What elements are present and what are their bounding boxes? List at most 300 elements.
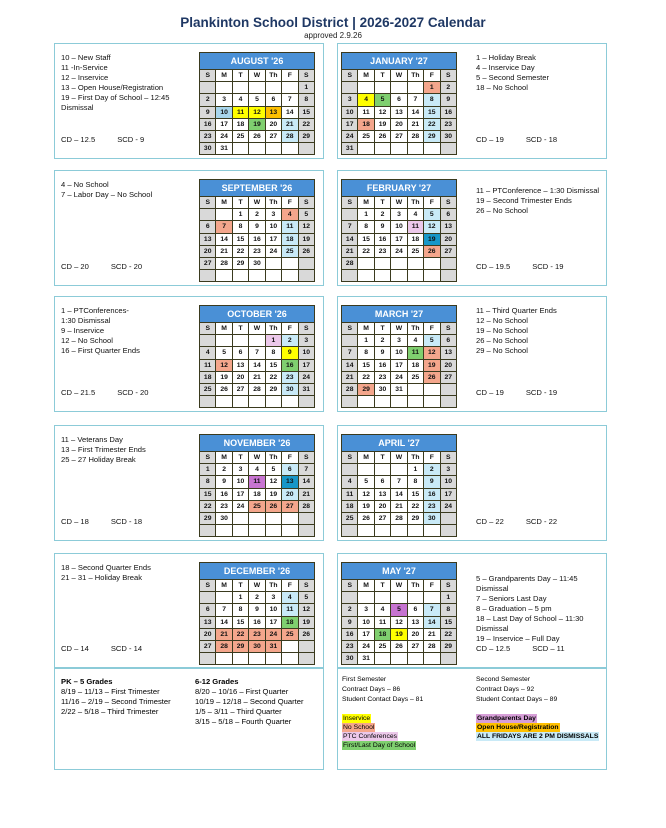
empty-cell [424, 383, 440, 395]
empty-cell [200, 592, 216, 604]
day-cell: 27 [407, 640, 423, 652]
day-cell: 28 [282, 130, 298, 142]
day-cell: 23 [374, 371, 390, 383]
day-cell: 9 [249, 221, 265, 233]
empty-cell [391, 525, 407, 537]
month-title: SEPTEMBER '26 [200, 180, 315, 197]
weekday-header: S [342, 452, 358, 464]
cd-value: CD – 22 [476, 517, 504, 526]
day-cell: 18 [358, 118, 374, 130]
day-cell: 2 [342, 604, 358, 616]
empty-cell [265, 270, 281, 282]
contract-days [61, 517, 142, 526]
day-cell: 22 [358, 371, 374, 383]
day-cell: 14 [342, 359, 358, 371]
empty-cell [440, 396, 456, 408]
day-cell: 16 [374, 233, 390, 245]
day-cell: 13 [374, 488, 390, 500]
day-cell: 19 [249, 118, 265, 130]
empty-cell [440, 143, 456, 155]
empty-cell [358, 143, 374, 155]
weekday-header: Th [407, 452, 423, 464]
empty-cell [424, 270, 440, 282]
month-box-aug [54, 43, 324, 159]
weekday-header: F [282, 580, 298, 592]
day-cell: 15 [424, 106, 440, 118]
day-cell: 25 [342, 512, 358, 524]
empty-cell [374, 396, 390, 408]
day-cell: 2 [440, 82, 456, 94]
day-cell: 12 [374, 106, 390, 118]
day-cell: 15 [232, 616, 248, 628]
day-cell: 29 [407, 512, 423, 524]
weekday-header: M [216, 580, 232, 592]
day-cell: 26 [358, 512, 374, 524]
day-cell: 10 [342, 106, 358, 118]
day-cell: 21 [407, 118, 423, 130]
weekday-header: T [374, 452, 390, 464]
day-cell: 18 [282, 233, 298, 245]
day-cell: 7 [424, 604, 440, 616]
day-cell: 17 [391, 359, 407, 371]
weekday-header: W [249, 197, 265, 209]
day-cell: 7 [282, 94, 298, 106]
empty-cell [200, 209, 216, 221]
day-cell: 24 [391, 245, 407, 257]
day-cell: 12 [265, 476, 281, 488]
day-cell: 23 [249, 628, 265, 640]
month-title: DECEMBER '26 [200, 563, 315, 580]
month-box-apr [337, 425, 607, 541]
contract-days [476, 517, 557, 526]
day-cell: 9 [200, 106, 216, 118]
day-cell: 18 [282, 616, 298, 628]
day-cell: 21 [216, 245, 232, 257]
day-cell: 19 [298, 233, 314, 245]
month-calendar [199, 562, 315, 665]
empty-cell [358, 82, 374, 94]
day-cell: 16 [200, 118, 216, 130]
empty-cell [200, 270, 216, 282]
day-cell: 29 [440, 640, 456, 652]
empty-cell [342, 209, 358, 221]
weekday-header: F [424, 70, 440, 82]
day-cell: 16 [440, 106, 456, 118]
day-cell: 31 [265, 640, 281, 652]
day-cell: 20 [200, 628, 216, 640]
weekday-header: Th [407, 580, 423, 592]
day-cell: 22 [358, 245, 374, 257]
day-cell: 24 [440, 500, 456, 512]
empty-cell [200, 335, 216, 347]
weekday-header: W [391, 70, 407, 82]
empty-cell [232, 512, 248, 524]
empty-cell [265, 653, 281, 665]
weekday-header: F [282, 70, 298, 82]
day-cell: 24 [232, 500, 248, 512]
day-cell: 17 [265, 233, 281, 245]
weekday-header: W [249, 323, 265, 335]
weekday-header: W [391, 323, 407, 335]
day-cell: 14 [342, 233, 358, 245]
weekday-header: M [216, 452, 232, 464]
day-cell: 31 [298, 383, 314, 395]
day-cell: 8 [200, 476, 216, 488]
grading-periods-box [54, 668, 324, 770]
legend-ptc: PTC Conferences [343, 733, 398, 740]
empty-cell [342, 525, 358, 537]
empty-cell [407, 383, 423, 395]
empty-cell [282, 640, 298, 652]
day-cell: 7 [298, 464, 314, 476]
day-cell: 8 [358, 347, 374, 359]
weekday-header: T [232, 452, 248, 464]
month-notes: 10 – New Staff 11 -In-Service 12 – Inservice 13 – Open House/Registration 19 – First Day of School – 12:45 Dismissal [61, 53, 170, 112]
day-cell: 17 [391, 233, 407, 245]
day-cell: 20 [391, 118, 407, 130]
day-cell: 1 [440, 592, 456, 604]
day-cell: 3 [265, 209, 281, 221]
day-cell: 7 [216, 221, 232, 233]
day-cell: 26 [391, 640, 407, 652]
day-cell: 17 [265, 616, 281, 628]
approval-note: approved 2.9.26 [304, 31, 362, 40]
day-cell: 16 [424, 488, 440, 500]
empty-cell [342, 396, 358, 408]
day-cell: 22 [424, 118, 440, 130]
empty-cell [342, 592, 358, 604]
day-cell: 25 [407, 245, 423, 257]
day-cell: 8 [440, 604, 456, 616]
cd-value: CD – 21.5 [61, 388, 96, 397]
day-cell: 26 [424, 371, 440, 383]
day-cell: 18 [342, 500, 358, 512]
day-cell: 25 [407, 371, 423, 383]
day-cell: 29 [232, 640, 248, 652]
day-cell: 6 [440, 335, 456, 347]
empty-cell [342, 335, 358, 347]
weekday-header: Th [407, 70, 423, 82]
empty-cell [282, 257, 298, 269]
day-cell: 30 [216, 512, 232, 524]
empty-cell [216, 592, 232, 604]
empty-cell [232, 270, 248, 282]
weekday-header: S [298, 197, 314, 209]
contract-days [61, 388, 148, 397]
day-cell: 16 [282, 359, 298, 371]
pk5-periods: 8/19 – 11/13 – First Trimester 11/16 – 2/19 – Second Trimester 2/22 – 5/18 – Third Trimester [61, 687, 171, 716]
day-cell: 21 [298, 488, 314, 500]
day-cell: 8 [358, 221, 374, 233]
month-box-nov [54, 425, 324, 541]
weekday-header: T [232, 70, 248, 82]
month-title: MARCH '27 [342, 306, 457, 323]
weekday-header: T [374, 70, 390, 82]
weekday-header: S [200, 197, 216, 209]
empty-cell [232, 653, 248, 665]
legend-first-last: First/Last Day of School [343, 742, 416, 749]
day-cell: 8 [407, 476, 423, 488]
day-cell: 30 [249, 640, 265, 652]
day-cell: 2 [374, 335, 390, 347]
day-cell: 25 [374, 640, 390, 652]
day-cell: 26 [265, 500, 281, 512]
weekday-header: S [298, 70, 314, 82]
day-cell: 5 [374, 94, 390, 106]
weekday-header: F [424, 452, 440, 464]
empty-cell [282, 270, 298, 282]
weekday-header: F [424, 580, 440, 592]
day-cell: 19 [358, 500, 374, 512]
day-cell: 6 [265, 94, 281, 106]
empty-cell [407, 396, 423, 408]
day-cell: 6 [391, 94, 407, 106]
weekday-header: S [342, 323, 358, 335]
day-cell: 23 [342, 640, 358, 652]
empty-cell [358, 464, 374, 476]
day-cell: 11 [374, 616, 390, 628]
day-cell: 10 [391, 221, 407, 233]
empty-cell [298, 512, 314, 524]
day-cell: 7 [216, 604, 232, 616]
day-cell: 6 [200, 604, 216, 616]
day-cell: 2 [249, 209, 265, 221]
month-title: JANUARY '27 [342, 53, 457, 70]
day-cell: 9 [374, 221, 390, 233]
day-cell: 16 [342, 628, 358, 640]
day-cell: 3 [298, 335, 314, 347]
empty-cell [216, 82, 232, 94]
day-cell: 2 [216, 464, 232, 476]
day-cell: 28 [216, 257, 232, 269]
day-cell: 21 [342, 245, 358, 257]
day-cell: 9 [249, 604, 265, 616]
day-cell: 28 [298, 500, 314, 512]
day-cell: 17 [298, 359, 314, 371]
day-cell: 8 [298, 94, 314, 106]
cd-value: CD – 12.5 [61, 135, 96, 144]
month-notes: 18 – Second Quarter Ends 21 – 31 – Holiday Break [61, 563, 151, 582]
day-cell: 19 [424, 359, 440, 371]
day-cell: 16 [249, 616, 265, 628]
day-cell: 10 [391, 347, 407, 359]
day-cell: 22 [232, 245, 248, 257]
empty-cell [374, 592, 390, 604]
empty-cell [391, 464, 407, 476]
empty-cell [358, 257, 374, 269]
day-cell: 20 [440, 233, 456, 245]
day-cell: 30 [282, 383, 298, 395]
month-box-sep [54, 170, 324, 286]
weekday-header: W [391, 580, 407, 592]
day-cell: 21 [391, 500, 407, 512]
day-cell: 3 [342, 94, 358, 106]
weekday-header: F [424, 197, 440, 209]
empty-cell [200, 525, 216, 537]
empty-cell [374, 464, 390, 476]
day-cell: 18 [232, 118, 248, 130]
empty-cell [391, 82, 407, 94]
weekday-header: S [440, 70, 456, 82]
legend-inservice: Inservice [343, 715, 371, 722]
day-cell: 23 [424, 500, 440, 512]
day-cell: 19 [265, 488, 281, 500]
day-cell: 1 [232, 209, 248, 221]
day-cell: 17 [232, 488, 248, 500]
day-cell: 13 [282, 476, 298, 488]
empty-cell [391, 592, 407, 604]
day-cell: 17 [342, 118, 358, 130]
scd-value: SCD - 18 [110, 517, 143, 526]
day-cell: 12 [424, 347, 440, 359]
day-cell: 18 [374, 628, 390, 640]
empty-cell [298, 270, 314, 282]
empty-cell [282, 82, 298, 94]
weekday-header: M [358, 70, 374, 82]
contract-days [61, 135, 144, 144]
day-cell: 28 [342, 383, 358, 395]
weekday-header: S [440, 452, 456, 464]
day-cell: 14 [407, 106, 423, 118]
day-cell: 28 [407, 130, 423, 142]
day-cell: 6 [407, 604, 423, 616]
empty-cell [249, 270, 265, 282]
day-cell: 23 [249, 245, 265, 257]
weekday-header: Th [265, 323, 281, 335]
day-cell: 21 [424, 628, 440, 640]
month-notes: 1 – Holiday Break 4 – Inservice Day 5 – Second Semester 18 – No School [476, 53, 550, 92]
empty-cell [232, 143, 248, 155]
empty-cell [216, 525, 232, 537]
day-cell: 7 [342, 347, 358, 359]
day-cell: 5 [424, 335, 440, 347]
weekday-header: M [216, 70, 232, 82]
day-cell: 11 [342, 488, 358, 500]
day-cell: 10 [440, 476, 456, 488]
day-cell: 15 [200, 488, 216, 500]
month-box-jan [337, 43, 607, 159]
day-cell: 17 [216, 118, 232, 130]
day-cell: 14 [298, 476, 314, 488]
weekday-header: F [282, 323, 298, 335]
weekday-header: Th [265, 452, 281, 464]
weekday-header: F [424, 323, 440, 335]
empty-cell [282, 653, 298, 665]
month-notes: 11 – PTConference – 1:30 Dismissal 19 – Second Trimester Ends 26 – No School [476, 186, 600, 215]
day-cell: 8 [232, 221, 248, 233]
day-cell: 29 [232, 257, 248, 269]
day-cell: 9 [216, 476, 232, 488]
empty-cell [216, 270, 232, 282]
day-cell: 12 [358, 488, 374, 500]
day-cell: 13 [391, 106, 407, 118]
day-cell: 6 [200, 221, 216, 233]
day-cell: 11 [282, 604, 298, 616]
month-calendar [341, 52, 457, 155]
day-cell: 25 [358, 130, 374, 142]
empty-cell [407, 270, 423, 282]
day-cell: 27 [200, 257, 216, 269]
day-cell: 19 [298, 616, 314, 628]
day-cell: 27 [374, 512, 390, 524]
day-cell: 5 [358, 476, 374, 488]
day-cell: 22 [440, 628, 456, 640]
day-cell: 13 [440, 347, 456, 359]
day-cell: 27 [391, 130, 407, 142]
day-cell: 24 [342, 130, 358, 142]
day-cell: 16 [249, 233, 265, 245]
empty-cell [249, 653, 265, 665]
day-cell: 6 [374, 476, 390, 488]
day-cell: 10 [265, 604, 281, 616]
empty-cell [391, 653, 407, 665]
cd-value: CD – 19 [476, 135, 504, 144]
empty-cell [298, 396, 314, 408]
day-cell: 20 [200, 245, 216, 257]
day-cell: 5 [265, 464, 281, 476]
legend-friday-dismissal: ALL FRIDAYS ARE 2 PM DISMISSALS [477, 733, 599, 740]
day-cell: 27 [232, 383, 248, 395]
day-cell: 5 [298, 209, 314, 221]
empty-cell [407, 257, 423, 269]
day-cell: 9 [282, 347, 298, 359]
empty-cell [374, 257, 390, 269]
empty-cell [282, 512, 298, 524]
empty-cell [249, 396, 265, 408]
scd-value: SCD - 18 [525, 135, 558, 144]
empty-cell [424, 653, 440, 665]
day-cell: 29 [298, 130, 314, 142]
day-cell: 21 [216, 628, 232, 640]
month-notes: 4 – No School 7 – Labor Day – No School [61, 180, 153, 199]
day-cell: 2 [282, 335, 298, 347]
empty-cell [200, 82, 216, 94]
weekday-header: S [440, 323, 456, 335]
pk5-title: PK – 5 Grades [61, 677, 113, 686]
day-cell: 14 [391, 488, 407, 500]
empty-cell [440, 653, 456, 665]
empty-cell [358, 525, 374, 537]
empty-cell [298, 525, 314, 537]
month-title: NOVEMBER '26 [200, 435, 315, 452]
day-cell: 12 [249, 106, 265, 118]
day-cell: 9 [440, 94, 456, 106]
day-cell: 22 [232, 628, 248, 640]
month-calendar [341, 305, 457, 408]
day-cell: 10 [358, 616, 374, 628]
day-cell: 28 [216, 640, 232, 652]
day-cell: 12 [391, 616, 407, 628]
day-cell: 1 [298, 82, 314, 94]
empty-cell [440, 383, 456, 395]
month-calendar [199, 52, 315, 155]
day-cell: 6 [282, 464, 298, 476]
day-cell: 20 [440, 359, 456, 371]
empty-cell [407, 143, 423, 155]
day-cell: 29 [265, 383, 281, 395]
day-cell: 8 [424, 94, 440, 106]
day-cell: 4 [407, 335, 423, 347]
day-cell: 1 [265, 335, 281, 347]
page-title: Plankinton School District | 2026-2027 Calendar [180, 15, 486, 30]
weekday-header: S [298, 452, 314, 464]
day-cell: 17 [358, 628, 374, 640]
day-cell: 20 [407, 628, 423, 640]
day-cell: 13 [232, 359, 248, 371]
day-cell: 3 [265, 592, 281, 604]
day-cell: 26 [424, 245, 440, 257]
day-cell: 3 [358, 604, 374, 616]
